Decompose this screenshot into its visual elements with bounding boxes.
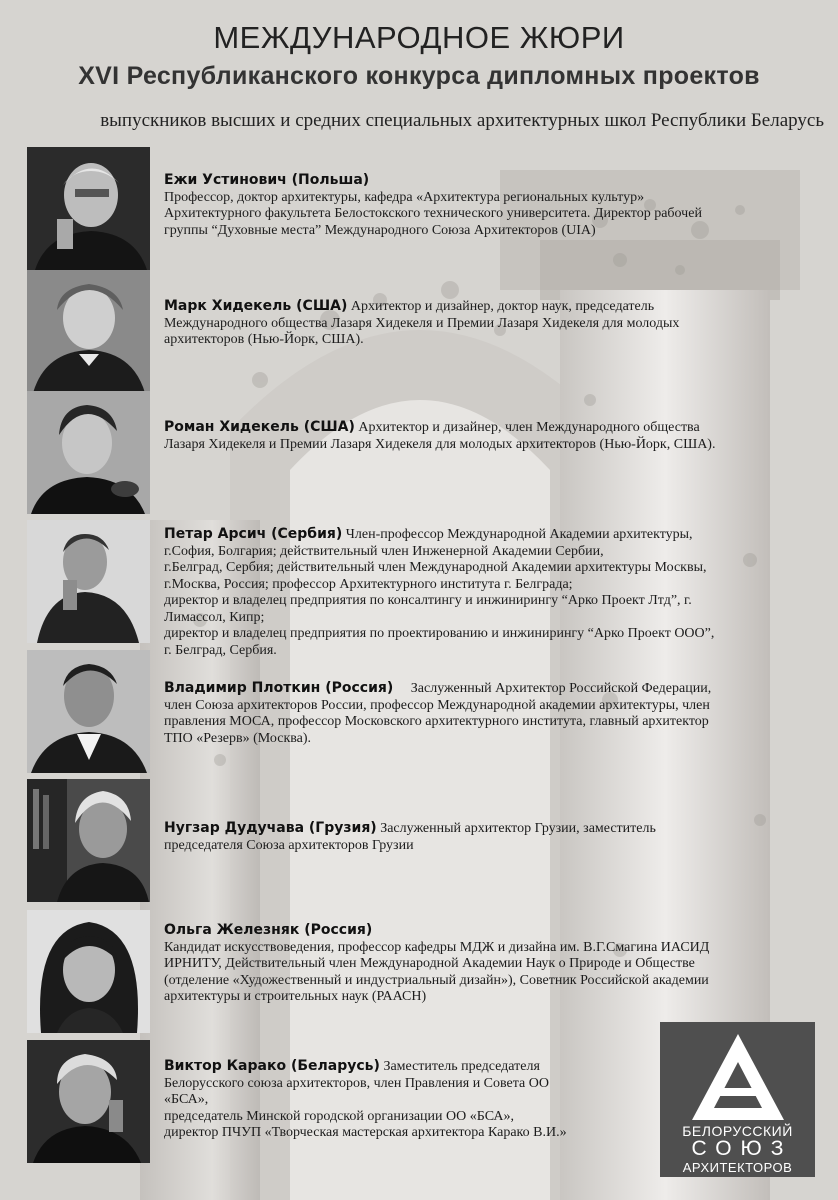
member-bio-line: «БСА», — [164, 1092, 209, 1107]
member-photo — [27, 270, 150, 393]
member-bio-line: Белорусского союза архитекторов, член Правления и Совета ОО — [164, 1075, 549, 1091]
member-bio-line: Международного общества Лазаря Хидекеля и Премии Лазаря Хидекеля для молодых — [164, 315, 680, 331]
member-photo — [27, 147, 150, 270]
member-bio-line: ТПО «Резерв» (Москва). — [164, 730, 312, 746]
member-bio-line: правления МОСА, профессор Московского архитектурного института, главный архитектор — [164, 714, 709, 729]
member-bio-line: Кандидат искусствоведения, профессор кафедры МДЖ и дизайна им. В.Г.Смагина ИАСИД — [164, 939, 710, 955]
member-bio-line: Лимассол, Кипр; — [164, 609, 265, 625]
logo-text: БЕЛОРУССКИЙ — [682, 1123, 793, 1139]
page-title: МЕЖДУНАРОДНОЕ ЖЮРИ — [213, 20, 625, 55]
logo-text: АРХИТЕКТОРОВ — [682, 1160, 793, 1175]
member-bio-line: директор ПЧУП «Творческая мастерская архитектора Карако В.И.» — [164, 1125, 567, 1140]
member-photo — [27, 779, 150, 902]
triangle-logo-icon — [688, 1030, 788, 1125]
member-name: Роман Хидекель (США) — [164, 419, 355, 435]
member-bio-line: директор и владелец предприятия по консалтингу и инжинирингу “Арко Проект Лтд”, г. — [164, 593, 692, 608]
member-bio-line: Лазаря Хидекеля и Премии Лазаря Хидекеля для молодых архитекторов (Нью-Йорк, США). — [164, 436, 716, 452]
member-bio-line: Архитектор и дизайнер, член Международного общества — [354, 420, 700, 435]
member-bio-line: Архитектор и дизайнер, доктор наук, председатель — [347, 299, 655, 314]
logo-text: СОЮЗ — [691, 1137, 793, 1160]
member-name: Ежи Устинович (Польша) — [164, 172, 370, 188]
member-bio-line: председатель Минской городской организации ОО «БСА», — [164, 1108, 514, 1124]
member-bio-line: г.Белград, Сербия; действительный член Международной Академии архитектуры Москвы, — [164, 560, 707, 575]
member-bio-line: директор и владелец предприятия по проектированию и инжинирингу “Арко Проект ООО”, — [164, 626, 715, 641]
member-bio-line: ИРНИТУ, Действительный член Международной Академии Наук о Природе и Обществе — [164, 956, 695, 971]
member-bio-line: архитекторов (Нью-Йорк, США). — [164, 332, 364, 347]
member-name: Нугзар Дудучава (Грузия) — [164, 820, 377, 836]
member-name: Петар Арсич (Сербия) — [164, 526, 343, 542]
member-photo — [27, 1040, 150, 1163]
member-bio-line: г. Белград, Сербия. — [164, 642, 277, 658]
member-name: Марк Хидекель (США) — [164, 298, 348, 314]
member-bio-line: Заслуженный архитектор Грузии, заместитель — [376, 821, 656, 836]
member-bio-line: Профессор, доктор архитектуры, кафедра «Архитектура региональных культур» — [164, 189, 645, 205]
member-bio-line: г.Москва, Россия; профессор Архитектурного института г. Белграда; — [164, 576, 573, 592]
member-bio-line: группы “Духовные места” Международного Союза Архитекторов (UIA) — [164, 222, 596, 238]
member-photo — [27, 520, 150, 643]
member-name: Ольга Железняк (Россия) — [164, 922, 373, 938]
member-bio-line: архитектуры и строительных наук (РААСН) — [164, 989, 427, 1004]
member-bio-line: член Союза архитекторов России, профессор Международной академии архитектуры, член — [164, 697, 710, 713]
member-bio-line: г.София, Болгария; действительный член Инженерной Академии Сербии, — [164, 543, 604, 559]
page-subtitle: XVI Республиканского конкурса дипломных проектов — [78, 62, 760, 90]
member-bio-line: председателя Союза архитекторов Грузии — [164, 837, 414, 853]
member-bio-line: Заслуженный Архитектор Российской Федерации, — [393, 681, 712, 696]
member-bio-line: Архитектурного факультета Белостокского технического университета. Директор рабочей — [164, 206, 702, 221]
member-bio-line: Заместитель председателя — [379, 1059, 540, 1074]
member-photo — [27, 910, 150, 1033]
member-name: Виктор Карако (Беларусь) — [164, 1058, 380, 1074]
member-photo — [27, 391, 150, 514]
member-name: Владимир Плоткин (Россия) — [164, 680, 394, 696]
member-bio-line: (отделение «Художественный и индустриальный дизайн»), Советник Российской академии — [164, 972, 709, 988]
bsa-logo — [660, 1022, 815, 1177]
member-bio-line: Член-профессор Международной Академии архитектуры, — [342, 527, 693, 542]
page-description: выпускников высших и средних специальных архитектурных школ Республики Беларусь — [100, 110, 824, 131]
member-photo — [27, 650, 150, 773]
